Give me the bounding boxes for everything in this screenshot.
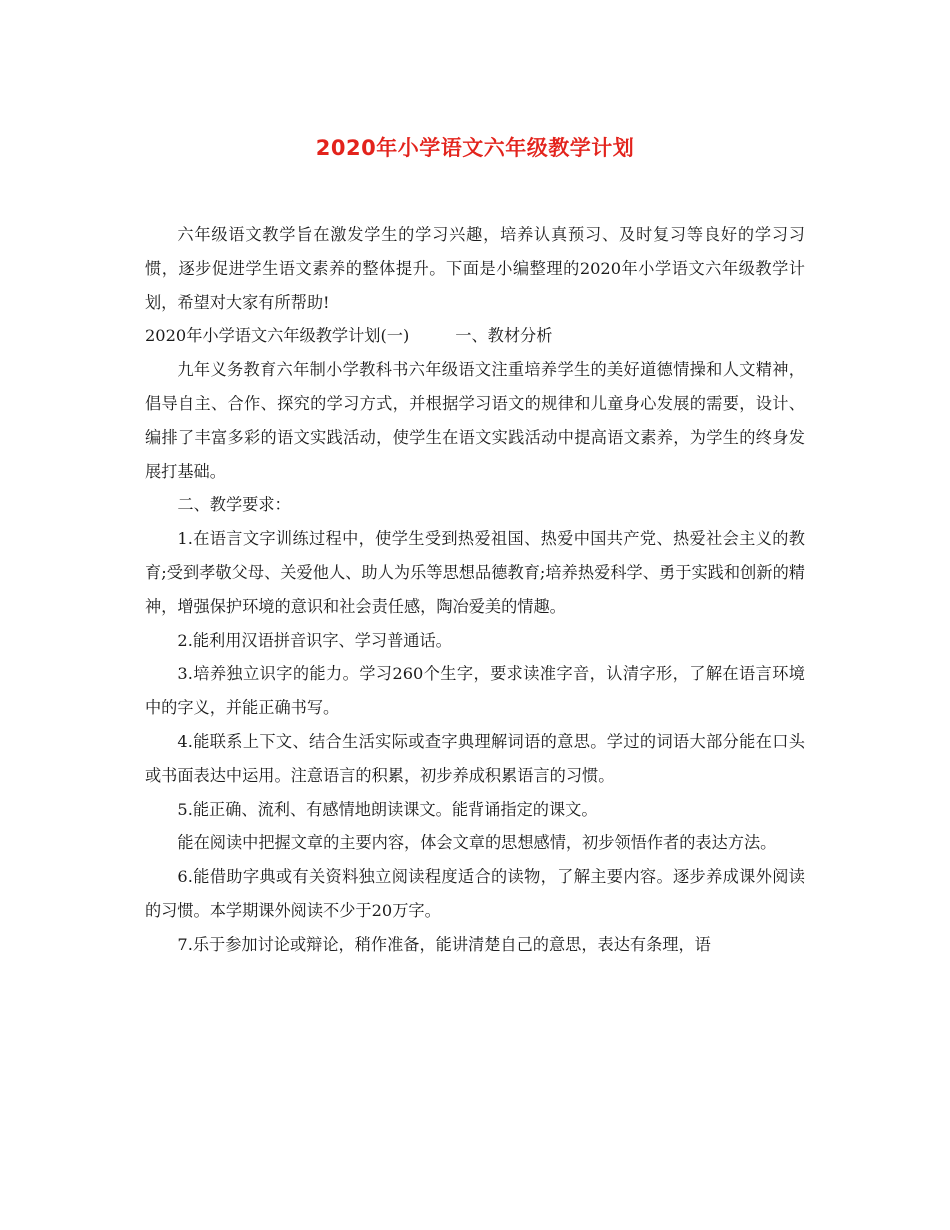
requirement-paragraph: 2.能利用汉语拼音识字、学习普通话。: [177, 630, 452, 650]
plan-heading-line: [145, 319, 805, 353]
section-one-paragraph: 九年义务教育六年制小学教科书六年级语文注重培养学生的美好道德情操和人文精神，倡导自主、合作、探究的学习方式，并根据学习语文的规律和儿童身心发展的需要，设计、编排了丰富多彩的语文实践活动，使学生在语文实践活动中提高语文素养，为学生的终身发展打基础。: [145, 360, 805, 481]
requirement-paragraph: 能在阅读中把握文章的主要内容，体会文章的思想感情，初步领悟作者的表达方法。: [177, 833, 777, 853]
intro-paragraph: 六年级语文教学旨在激发学生的学习兴趣，培养认真预习、及时复习等良好的学习习惯，逐步促进学生语文素养的整体提升。下面是小编整理的2020年小学语文六年级教学计划，希望对大家有所帮助!: [145, 225, 805, 312]
requirement-paragraph: 1.在语言文字训练过程中，使学生受到热爱祖国、热爱中国共产党、热爱社会主义的教育;受到孝敬父母、关爱他人、助人为乐等思想品德教育;培养热爱科学、勇于实践和创新的精神，增强保护环境的意识和社会责任感，陶冶爱美的情趣。: [145, 529, 805, 616]
requirement-paragraph: 5.能正确、流利、有感情地朗读课文。能背诵指定的课文。: [177, 799, 598, 819]
plan-heading: 2020年小学语文六年级教学计划(一): [145, 326, 410, 346]
requirement-paragraph: 4.能联系上下文、结合生活实际或查字典理解词语的意思。学过的词语大部分能在口头或书面表达中运用。注意语言的积累，初步养成积累语言的习惯。: [145, 731, 805, 785]
requirement-paragraph: 3.培养独立识字的能力。学习260个生字，要求读准字音，认清字形，了解在语言环境中的字义，并能正确书写。: [145, 664, 805, 718]
section-two-heading: 二、教学要求：: [177, 495, 291, 515]
document-body: [145, 218, 805, 962]
document-title: 2020年小学语文六年级教学计划: [315, 136, 635, 160]
requirement-paragraph: 6.能借助字典或有关资料独立阅读程度适合的读物，了解主要内容。逐步养成课外阅读的习惯。本学期课外阅读不少于20万字。: [145, 867, 805, 920]
section-one-heading: 一、教材分析: [455, 326, 553, 346]
requirement-paragraph: 7.乐于参加讨论或辩论，稍作准备，能讲清楚自己的意思，表达有条理，语: [177, 934, 711, 954]
